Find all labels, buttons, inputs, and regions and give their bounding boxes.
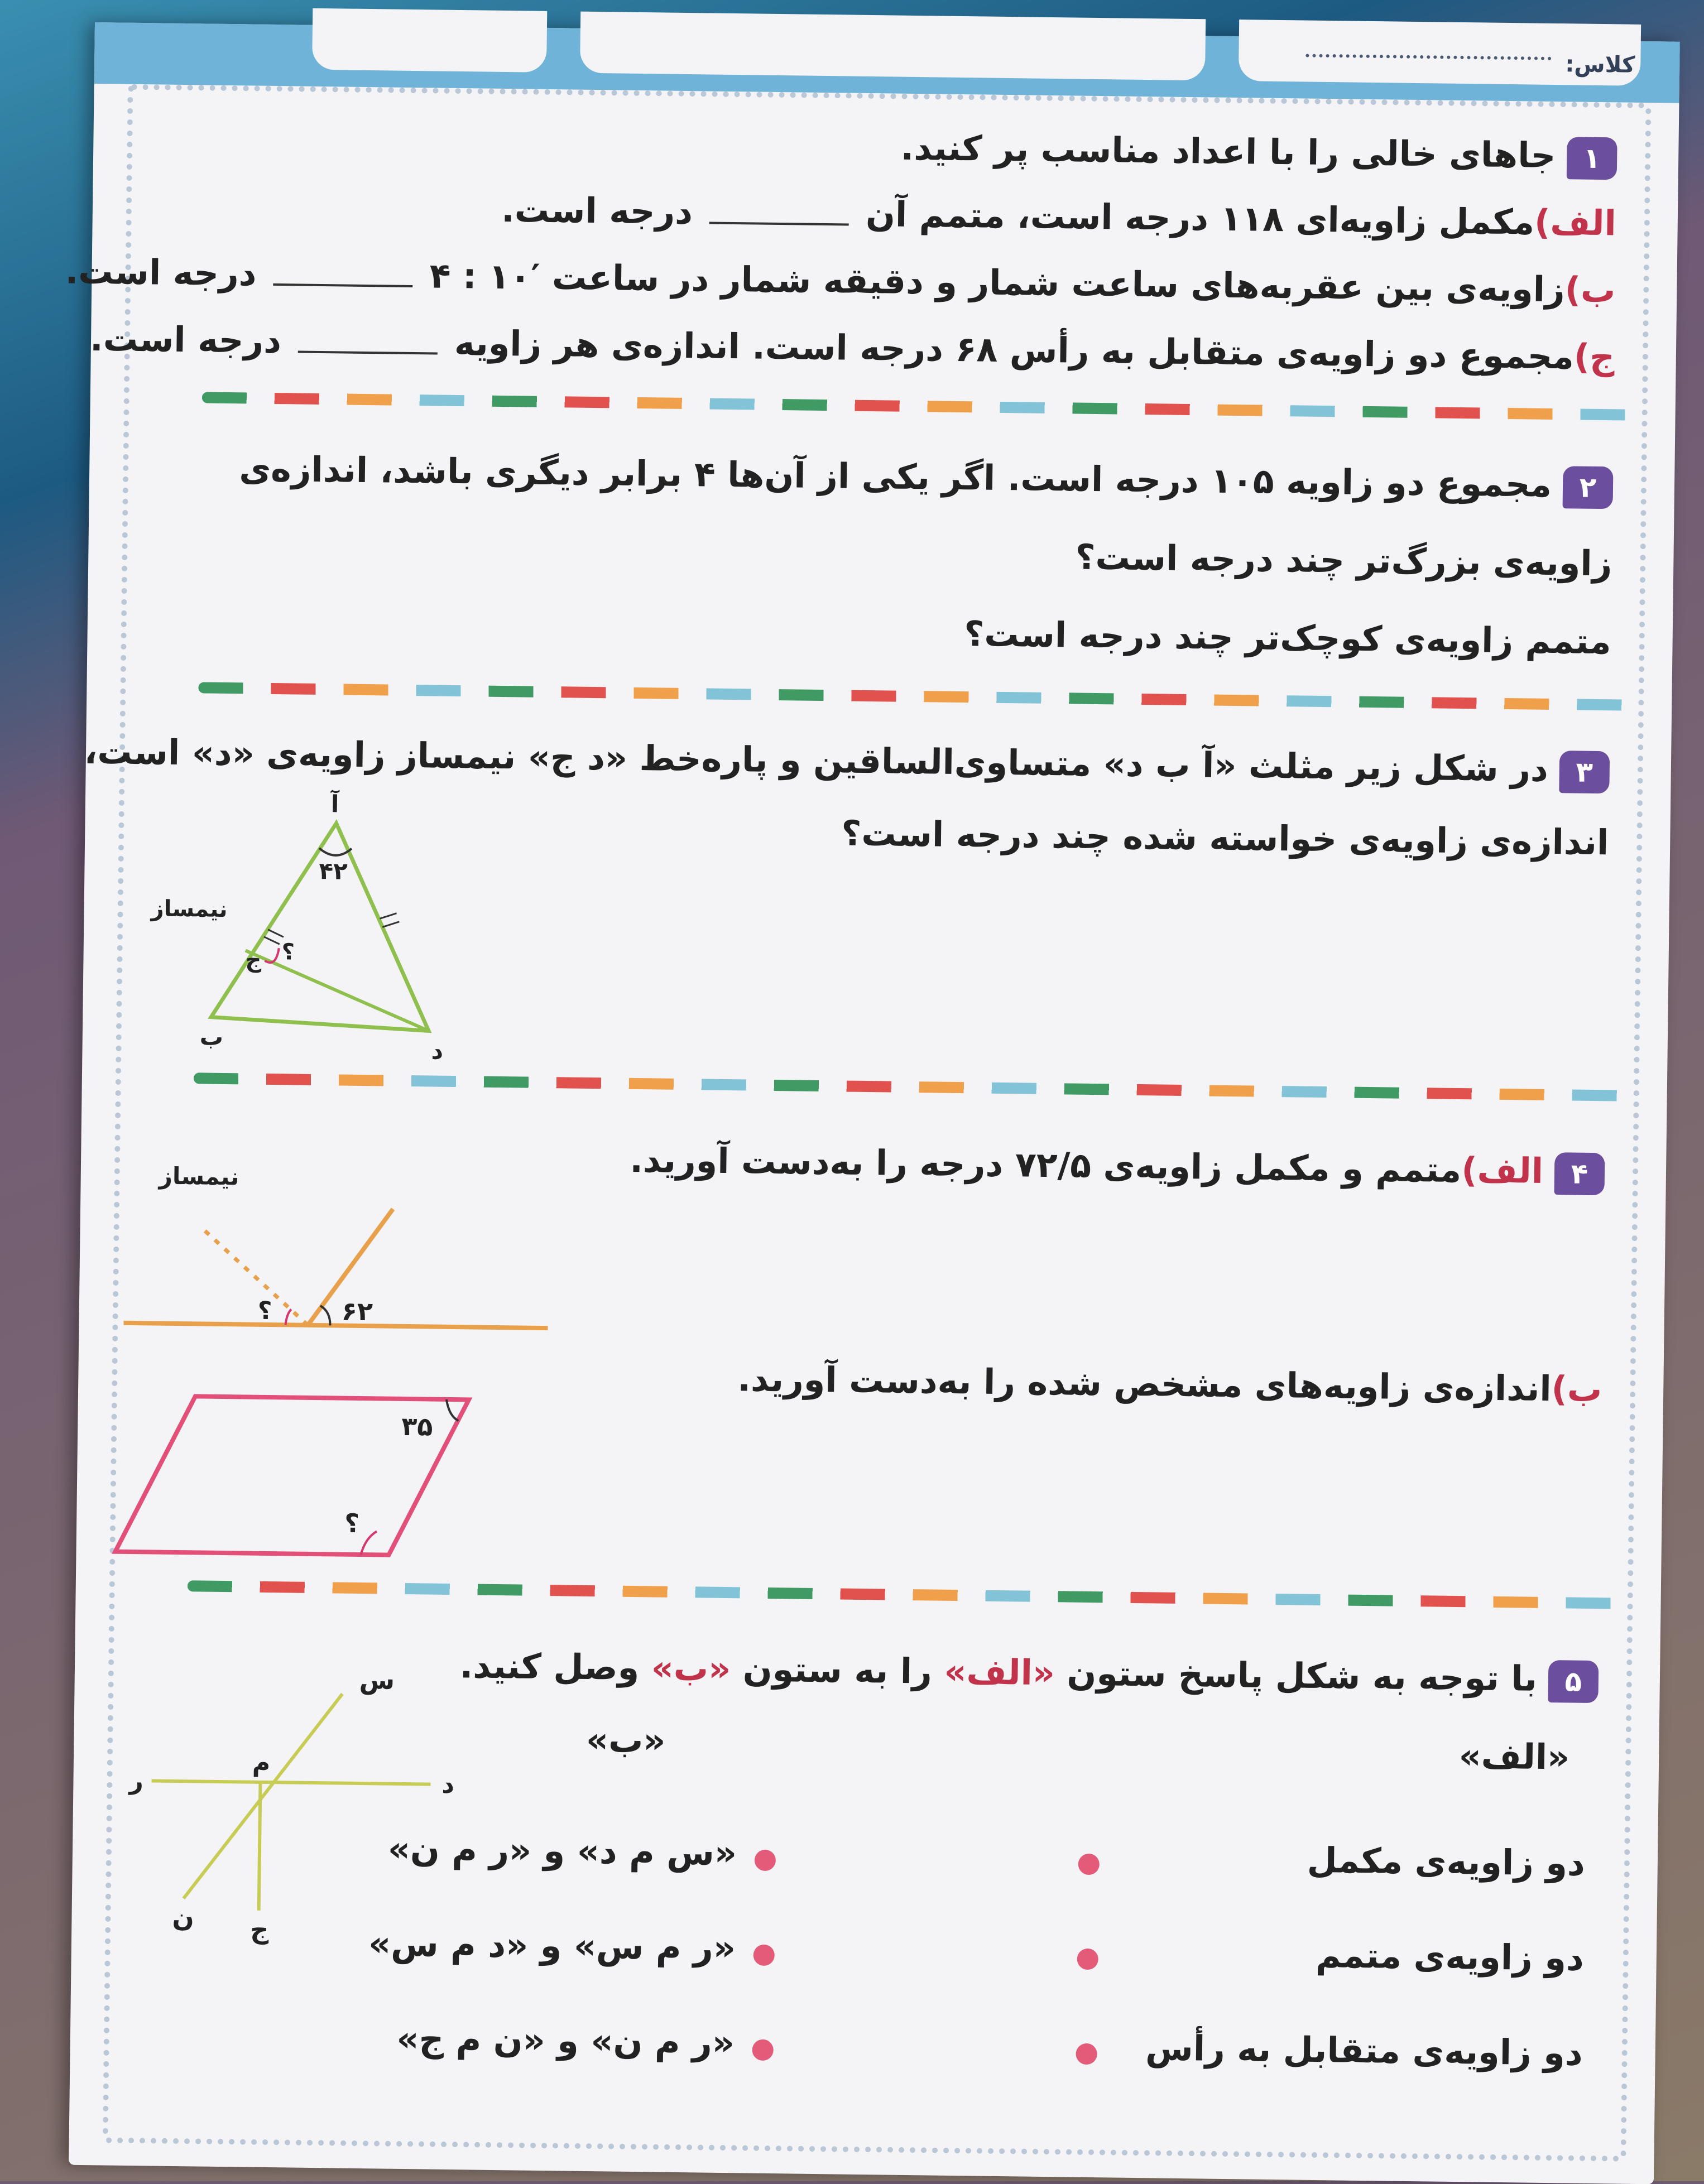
q2-line1-text: مجموع دو زاویه ۱۰۵ درجه است. اگر یکی از آن‌ها ۴ برابر دیگری باشد، اندازه‌ی xyxy=(239,448,1552,505)
q5-prompt-mid: را به ستون xyxy=(742,1648,933,1692)
angle-35-value: ۳۵ xyxy=(401,1411,433,1442)
triangle-abd xyxy=(211,822,431,1031)
bisector-label: نیمساز xyxy=(151,896,228,923)
q3-line2: اندازه‌ی زاویه‌ی خواسته شده چند درجه است؟ xyxy=(841,812,1609,863)
angle-35-arc xyxy=(446,1399,458,1421)
q3-triangle-figure xyxy=(149,782,577,1077)
q5-col-b-ref: «ب» xyxy=(651,1647,731,1690)
apex-angle-value: ۴۲ xyxy=(319,857,348,885)
point-j-label: ج xyxy=(249,1914,269,1945)
q1-a-tail: درجه است. xyxy=(501,189,693,233)
col-a-header: «الف» xyxy=(1458,1735,1570,1778)
point-s-label: س xyxy=(359,1665,395,1695)
col-b-header: «ب» xyxy=(585,1719,666,1761)
q5-prompt-post: وصل کنید. xyxy=(459,1645,640,1688)
unknown-angle-arc xyxy=(286,1309,291,1325)
point-r-label: ر xyxy=(129,1766,144,1796)
point-j-label: ج xyxy=(245,947,262,973)
bisector-label: نیمساز xyxy=(159,1162,239,1191)
q3-number-badge: ۳ xyxy=(1559,751,1610,793)
point-m-label: م xyxy=(252,1748,271,1778)
col-b-item-3: «ر م ن» و «ن م ج» xyxy=(396,2018,735,2063)
point-n-label: ن xyxy=(172,1902,195,1933)
q5-lines-figure xyxy=(116,1630,511,1947)
worksheet xyxy=(65,22,1680,2184)
base-line xyxy=(124,1323,548,1328)
q1-b-text: زاویه‌ی بین عقربه‌های ساعت شمار و دقیقه شمار در ساعت ′۱۰ : ۴ xyxy=(429,255,1566,310)
q1-a-blank[interactable] xyxy=(709,222,849,225)
line-sn xyxy=(184,1692,342,1900)
q1-c-tail: درجه است. xyxy=(89,318,282,362)
q2-number-badge: ۲ xyxy=(1563,466,1614,509)
col-b-item-2: «ر م س» و «د م س» xyxy=(368,1923,736,1969)
q1-b-blank[interactable] xyxy=(273,283,412,287)
q4-a-label: الف) xyxy=(1461,1149,1544,1191)
header-tab-left xyxy=(312,8,547,73)
unknown-angle-mark: ؟ xyxy=(281,939,295,965)
col-a-item-3: دو زاویه‌ی متقابل به رأس xyxy=(1145,2027,1583,2074)
bisector-ray xyxy=(202,1229,309,1325)
vertex-b-label: ب xyxy=(199,1023,224,1051)
q1-c-text: مجموع دو زاویه‌ی متقابل به رأس ۶۸ درجه است. اندازه‌ی هر زاویه xyxy=(454,322,1575,377)
q4-b-label: ب) xyxy=(1551,1368,1602,1410)
q1-prompt-text: جاهای خالی را با اعداد مناسب پر کنید. xyxy=(900,127,1556,176)
tick-mark-3 xyxy=(268,930,284,937)
q1-c-blank[interactable] xyxy=(298,350,438,354)
q1-c-label: ج) xyxy=(1573,336,1615,378)
q4-number-badge: ۴ xyxy=(1554,1152,1605,1195)
q5-prompt-pre: با توجه به شکل پاسخ ستون xyxy=(1067,1652,1538,1699)
header-tab-middle xyxy=(580,12,1206,81)
q5-number-badge: ۵ xyxy=(1548,1660,1599,1703)
q2-line2: زاویه‌ی بزرگ‌تر چند درجه است؟ xyxy=(1075,536,1612,584)
vertex-d-label: د xyxy=(431,1037,444,1065)
unknown-angle-mark: ؟ xyxy=(257,1296,272,1326)
col-a-item-2: دو زاویه‌ی متمم xyxy=(1315,1934,1585,1979)
q1-number-badge: ۱ xyxy=(1567,137,1617,180)
q1-a-text: مکمل زاویه‌ای ۱۱۸ درجه است، متمم آن xyxy=(865,193,1535,243)
q4-parallelogram-figure xyxy=(109,1384,502,1579)
tick-mark-1 xyxy=(380,913,396,918)
angle-62-value: ۶۲ xyxy=(341,1296,373,1327)
q1-a-label: الف) xyxy=(1534,201,1617,244)
q4-a-text: متمم و مکمل زاویه‌ی ۷۲/۵ درجه را به‌دست آورید. xyxy=(630,1139,1462,1191)
q2-line3: متمم زاویه‌ی کوچک‌تر چند درجه است؟ xyxy=(963,613,1612,662)
unknown-angle-arc xyxy=(361,1531,377,1555)
col-a-item-1: دو زاویه‌ی مکمل xyxy=(1307,1839,1586,1884)
q4-bisector-figure xyxy=(123,1150,572,1345)
q1-prompt xyxy=(900,127,1617,180)
vertex-a-label: آ xyxy=(330,790,339,818)
ray-mj xyxy=(259,1782,261,1911)
line-rd xyxy=(152,1781,431,1784)
q3-line1-text: در شکل زیر مثلث «آ ب د» متساوی‌الساقین و پاره‌خط «د ج» نیمساز زاویه‌ی «د» است، xyxy=(84,730,1549,790)
col-b-item-1: «س م د» و «ر م ن» xyxy=(387,1828,737,1874)
tick-mark-4 xyxy=(264,937,280,944)
class-label: کلاس: xyxy=(1565,51,1635,78)
q5-col-a-ref: «الف» xyxy=(944,1651,1055,1694)
q1-b-label: ب) xyxy=(1564,269,1616,311)
q1-b-tail: درجه است. xyxy=(65,251,257,294)
unknown-angle-mark: ؟ xyxy=(344,1508,360,1538)
tick-mark-2 xyxy=(382,921,399,927)
q4-b-text: اندازه‌ی زاویه‌های مشخص شده را به‌دست آورید. xyxy=(737,1358,1552,1410)
point-d-label: د xyxy=(441,1770,455,1800)
